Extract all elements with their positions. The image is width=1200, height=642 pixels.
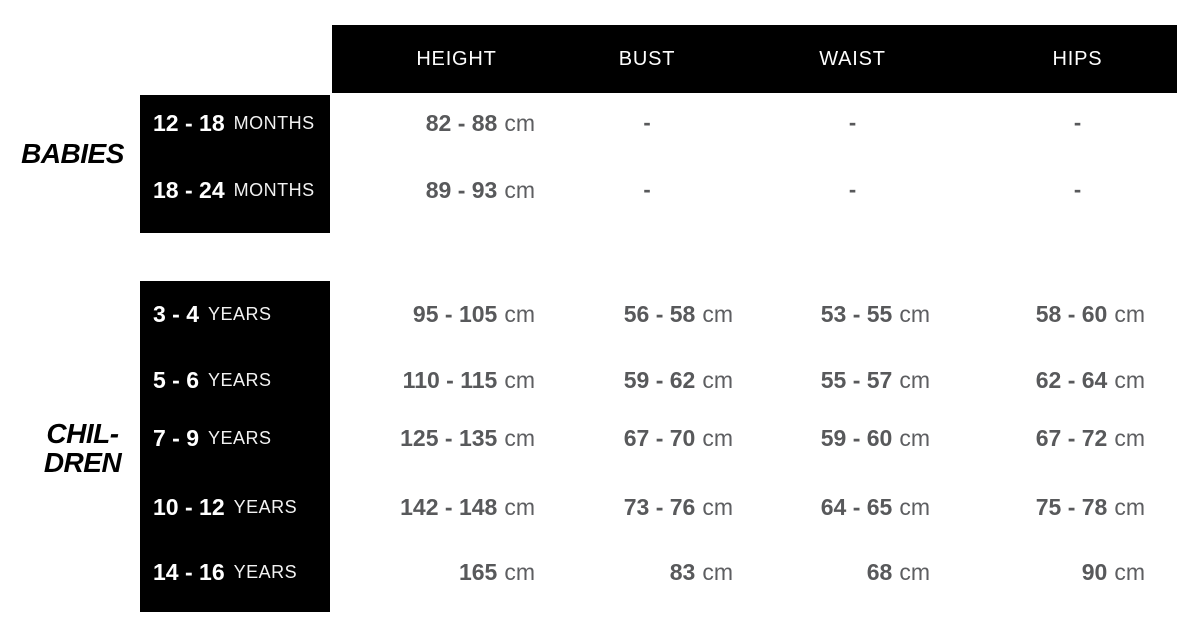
height-value (332, 487, 535, 527)
size-label-cell (0, 170, 332, 210)
size-label-cell (0, 103, 332, 143)
waist-unit: cm (899, 558, 930, 585)
bust-value (535, 552, 733, 592)
bust-number: 73 - 76 (623, 493, 696, 520)
hips-number: 75 - 78 (1035, 493, 1108, 520)
table-row-babies-18-24 (0, 170, 1145, 210)
column-header-waist-label: WAIST (819, 47, 886, 70)
height-unit: cm (504, 109, 535, 136)
table-row-children-3-4 (0, 294, 1145, 334)
size-unit: YEARS (208, 427, 272, 448)
hips-value (930, 103, 1145, 143)
size-label-cell (0, 360, 332, 400)
size-range: 10 - 12 (153, 493, 225, 520)
table-row-children-14-16 (0, 552, 1145, 592)
bust-number: 56 - 58 (623, 300, 696, 327)
bust-value (535, 294, 733, 334)
height-unit: cm (504, 424, 535, 451)
hips-number: 90 (1081, 558, 1108, 585)
size-label-cell (0, 294, 332, 334)
hips-value (930, 487, 1145, 527)
bust-value (535, 170, 733, 210)
waist-unit: cm (899, 366, 930, 393)
waist-value (733, 170, 930, 210)
waist-number: 55 - 57 (820, 366, 893, 393)
bust-unit: cm (702, 558, 733, 585)
waist-number: - (848, 177, 857, 202)
column-header-height-label: HEIGHT (416, 47, 497, 70)
bust-value (535, 360, 733, 400)
waist-number: 59 - 60 (820, 424, 893, 451)
waist-unit: cm (899, 424, 930, 451)
table-row-babies-12-18 (0, 103, 1145, 143)
waist-value (733, 418, 930, 458)
bust-value (535, 103, 733, 143)
size-unit: YEARS (208, 303, 272, 324)
group-label-children-line1: CHIL- (46, 418, 119, 449)
height-unit: cm (504, 558, 535, 585)
table-header-bar (332, 25, 1177, 93)
column-header-bust (535, 48, 733, 71)
hips-number: 67 - 72 (1035, 424, 1108, 451)
height-number: 89 - 93 (425, 176, 498, 203)
bust-number: - (643, 110, 651, 135)
size-range: 3 - 4 (153, 300, 200, 327)
bust-value (535, 418, 733, 458)
waist-value (733, 552, 930, 592)
bust-unit: cm (702, 300, 733, 327)
column-header-hips-label: HIPS (1052, 47, 1103, 70)
height-unit: cm (504, 176, 535, 203)
height-value (332, 418, 535, 458)
height-number: 125 - 135 (400, 424, 498, 451)
waist-value (733, 103, 930, 143)
hips-unit: cm (1114, 493, 1145, 520)
waist-unit: cm (899, 493, 930, 520)
waist-value (733, 294, 930, 334)
waist-unit: cm (899, 300, 930, 327)
size-range: 12 - 18 (153, 109, 225, 136)
height-unit: cm (504, 300, 535, 327)
height-number: 95 - 105 (412, 300, 498, 327)
column-header-waist (733, 48, 930, 71)
table-row-children-5-6 (0, 360, 1145, 400)
waist-number: 68 (866, 558, 893, 585)
waist-number: - (848, 110, 857, 135)
height-value (332, 552, 535, 592)
size-unit: YEARS (233, 496, 298, 517)
height-number: 110 - 115 (402, 366, 498, 393)
bust-number: 67 - 70 (623, 424, 696, 451)
hips-value (930, 360, 1145, 400)
height-number: 142 - 148 (400, 493, 498, 520)
size-range: 18 - 24 (153, 176, 225, 203)
column-header-hips (930, 48, 1145, 71)
hips-number: - (1073, 110, 1082, 135)
size-unit: MONTHS (233, 179, 315, 200)
table-row-children-10-12 (0, 487, 1145, 527)
size-unit: YEARS (208, 369, 272, 390)
column-header-bust-label: BUST (618, 47, 676, 70)
waist-value (733, 487, 930, 527)
size-unit: MONTHS (233, 112, 315, 133)
bust-number: 83 (669, 558, 696, 585)
size-label-cell (0, 552, 332, 592)
bust-value (535, 487, 733, 527)
bust-number: 59 - 62 (623, 366, 696, 393)
size-range: 7 - 9 (153, 424, 200, 451)
hips-number: 58 - 60 (1035, 300, 1108, 327)
hips-unit: cm (1114, 558, 1145, 585)
height-unit: cm (504, 493, 535, 520)
height-value (332, 103, 535, 143)
waist-value (733, 360, 930, 400)
hips-value (930, 294, 1145, 334)
size-unit: YEARS (233, 561, 298, 582)
height-value (332, 294, 535, 334)
table-row-children-7-9 (0, 418, 1145, 458)
hips-number: - (1073, 177, 1082, 202)
height-unit: cm (504, 366, 535, 393)
group-label-children-line2: DREN (43, 447, 122, 478)
waist-number: 64 - 65 (820, 493, 893, 520)
hips-value (930, 170, 1145, 210)
hips-value (930, 418, 1145, 458)
column-header-height (332, 48, 535, 71)
size-range: 14 - 16 (153, 558, 225, 585)
height-value (332, 360, 535, 400)
bust-unit: cm (702, 424, 733, 451)
size-label-cell (0, 418, 332, 458)
bust-unit: cm (702, 493, 733, 520)
height-number: 82 - 88 (425, 109, 498, 136)
waist-number: 53 - 55 (820, 300, 893, 327)
size-range: 5 - 6 (153, 366, 200, 393)
height-number: 165 (458, 558, 498, 585)
height-value (332, 170, 535, 210)
size-label-cell (0, 487, 332, 527)
hips-value (930, 552, 1145, 592)
hips-unit: cm (1114, 300, 1145, 327)
group-label-babies: BABIES (21, 138, 124, 169)
hips-unit: cm (1114, 366, 1145, 393)
bust-number: - (643, 177, 651, 202)
hips-number: 62 - 64 (1035, 366, 1108, 393)
hips-unit: cm (1114, 424, 1145, 451)
bust-unit: cm (702, 366, 733, 393)
